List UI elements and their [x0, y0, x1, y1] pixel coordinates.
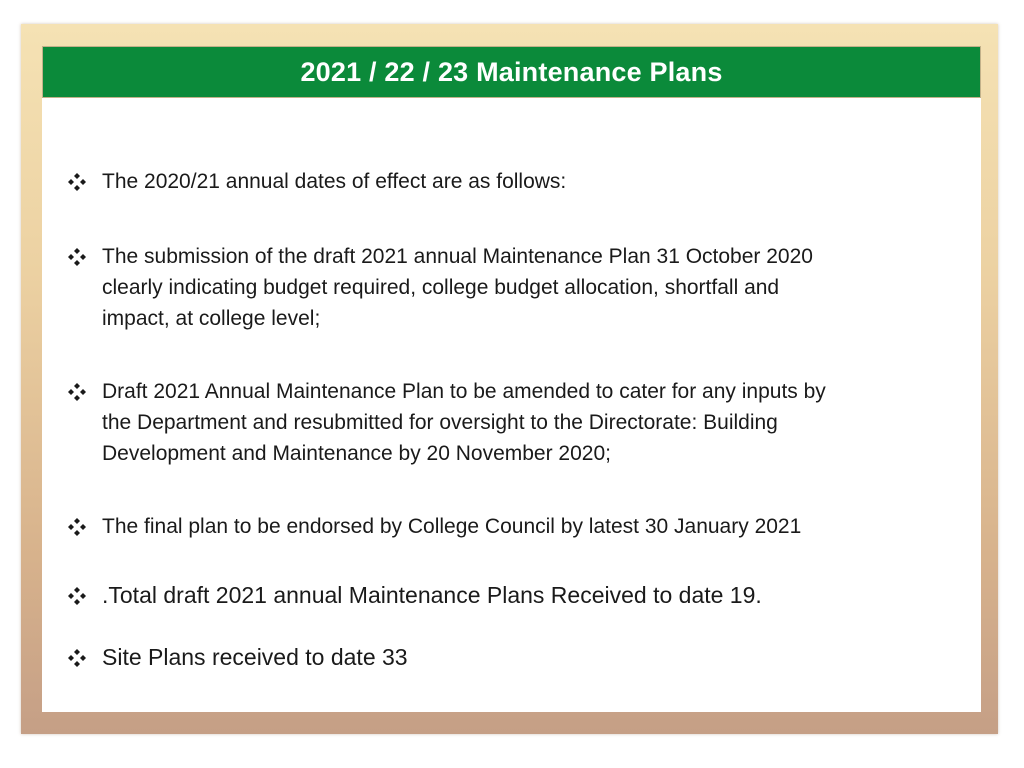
diamond-bullet-icon	[68, 580, 102, 611]
diamond-bullet-icon	[68, 511, 102, 542]
bullet-text: The final plan to be endorsed by College Council by latest 30 January 2021	[102, 515, 802, 538]
bullet-text: The 2020/21 annual dates of effect are as follows:	[102, 170, 567, 193]
diamond-bullet-icon	[68, 642, 102, 673]
bullet-item	[68, 376, 948, 469]
slide-panel	[42, 46, 981, 712]
bullet-text: Draft 2021 Annual Maintenance Plan to be amended to cater for any inputs by the Department and resubmitted for oversight to the Directorate: Building Development and Maintenance by 20 November 2020;	[102, 380, 826, 465]
diamond-bullet-icon	[68, 376, 102, 407]
bullet-text: .Total draft 2021 annual Maintenance Plans Received to date 19.	[102, 582, 762, 608]
title-bar	[42, 46, 981, 98]
diamond-bullet-icon	[68, 166, 102, 197]
bullet-item	[68, 166, 948, 197]
bullet-item	[68, 511, 948, 542]
bullet-text: Site Plans received to date 33	[102, 644, 408, 670]
diamond-bullet-icon	[68, 241, 102, 272]
bullet-item	[68, 580, 948, 611]
slide-frame	[21, 24, 998, 734]
bullet-item	[68, 241, 948, 334]
slide-title: 2021 / 22 / 23 Maintenance Plans	[300, 56, 723, 87]
bullet-text: The submission of the draft 2021 annual Maintenance Plan 31 October 2020 clearly indicating budget required, college budget allocation, shortfall and impact, at college level;	[102, 245, 813, 330]
bullet-item	[68, 642, 948, 673]
